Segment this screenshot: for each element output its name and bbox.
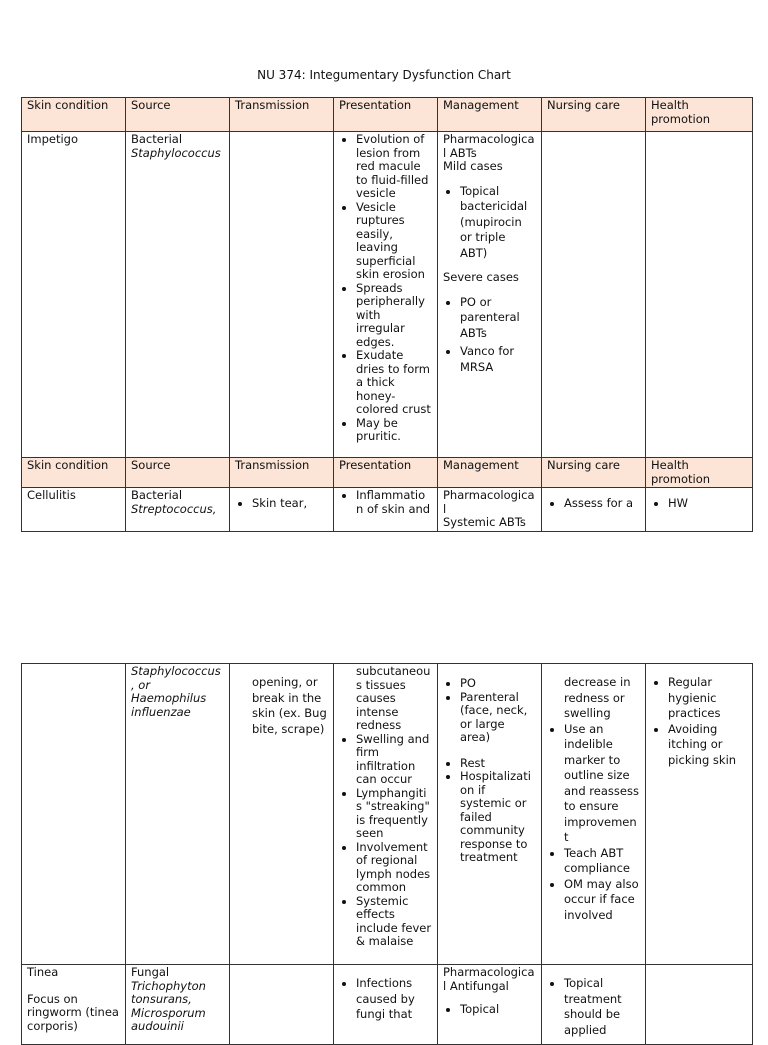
impetigo-source-type: Bacterial — [131, 132, 183, 146]
header-transmission: Transmission — [230, 458, 334, 488]
header-transmission: Transmission — [230, 98, 334, 132]
tinea-health-promotion — [646, 965, 753, 1045]
cellulitis-cont-management — [438, 664, 542, 965]
tinea-condition — [22, 965, 126, 1045]
tinea-source-organism: Trichophyton tonsurans, Microsporum audouinii — [131, 978, 206, 1033]
chart-table-page1 — [21, 97, 753, 532]
list-item: • Lymphangitis "streaking" is frequently seen — [356, 787, 432, 841]
list-item: • PO — [460, 677, 536, 691]
document-title: NU 374: Integumentary Dysfunction Chart — [257, 68, 511, 82]
list-item: • OM may also occur if face involved — [564, 877, 640, 924]
cellulitis-row — [22, 488, 753, 532]
impetigo-health-promotion — [646, 132, 753, 458]
tinea-condition-name: Tinea — [27, 965, 59, 979]
impetigo-presentation — [334, 132, 438, 458]
header-skin-condition: Skin condition — [22, 458, 126, 488]
list-item: • Spreads peripherally with irregular edges. — [356, 282, 432, 350]
tinea-mgmt-head: Pharmacological Antifungal — [443, 965, 535, 993]
list-item: • Assess for a — [564, 497, 640, 511]
cellulitis-presentation — [334, 488, 438, 532]
impetigo-source — [126, 132, 230, 458]
list-item: • Exudate dries to form a thick honey-colored crust — [356, 349, 432, 417]
list-item: • Infections caused by fungi that — [356, 976, 432, 1023]
cellulitis-cont-transmission — [230, 664, 334, 965]
cellulitis-transmission-text: opening, or break in the skin (ex. Bug bite, scrape) — [252, 675, 327, 736]
impetigo-mgmt-head: Pharmacological ABTs — [443, 132, 535, 160]
tinea-focus: Focus on ringworm (tinea corporis) — [27, 991, 119, 1033]
list-item: • Use an indelible marker to outline size and reassess to ensure improvement — [564, 722, 640, 846]
impetigo-management — [438, 132, 542, 458]
header-health-promotion: Health promotion — [646, 458, 753, 488]
header-nursing-care: Nursing care — [542, 458, 646, 488]
header-nursing-care: Nursing care — [542, 98, 646, 132]
cellulitis-continued-row — [22, 664, 753, 965]
list-item: • HW — [668, 497, 747, 511]
cellulitis-management — [438, 488, 542, 532]
header-source: Source — [126, 458, 230, 488]
cellulitis-cont-nursing-care — [542, 664, 646, 965]
list-item: • Avoiding itching or picking skin — [668, 722, 747, 769]
tinea-presentation — [334, 965, 438, 1045]
list-item: • Skin tear, — [252, 497, 328, 511]
list-item: • Inflammation of skin and — [356, 489, 432, 516]
list-item: • Parenteral (face, neck, or large area) — [460, 691, 536, 745]
impetigo-severe-label: Severe cases — [443, 270, 519, 284]
tinea-nursing-care — [542, 965, 646, 1045]
cellulitis-source — [126, 488, 230, 532]
cellulitis-mgmt-head: Pharmacological — [443, 488, 535, 516]
cellulitis-transmission — [230, 488, 334, 532]
cellulitis-cont-source-rest: , or Haemophilus influenzae — [131, 677, 207, 719]
tinea-source-type: Fungal — [131, 965, 170, 979]
list-item: • Regular hygienic practices — [668, 675, 747, 722]
cellulitis-presentation-lead: subcutaneous tissues causes intense redness — [356, 664, 431, 732]
cellulitis-cont-presentation — [334, 664, 438, 965]
tinea-source — [126, 965, 230, 1045]
cellulitis-cont-source-top: Staphylococcus — [131, 664, 221, 678]
header-presentation: Presentation — [334, 98, 438, 132]
cellulitis-cont-condition — [22, 664, 126, 965]
cellulitis-source-type: Bacterial — [131, 488, 183, 502]
impetigo-source-organism: Staphylococcus — [131, 145, 221, 160]
header-presentation: Presentation — [334, 458, 438, 488]
cellulitis-source-organism: Streptococcus, — [131, 501, 217, 516]
header-row-repeat — [22, 458, 753, 488]
tinea-transmission — [230, 965, 334, 1045]
chart-table-page2 — [21, 663, 753, 1045]
list-item: • Teach ABT compliance — [564, 846, 640, 877]
cellulitis-health-promotion — [646, 488, 753, 532]
impetigo-condition: Impetigo — [22, 132, 126, 458]
tinea-management — [438, 965, 542, 1045]
cellulitis-nursing-care — [542, 488, 646, 532]
list-item: • PO or parenteral ABTs — [460, 295, 536, 342]
cellulitis-nursing-lead: decrease in redness or swelling — [564, 675, 631, 720]
list-item: • Systemic effects include fever & malaise — [356, 895, 432, 949]
header-management: Management — [438, 98, 542, 132]
impetigo-row — [22, 132, 753, 458]
cellulitis-mgmt-sub: Systemic ABTs — [443, 515, 526, 529]
list-item: • Topical bactericidal (mupirocin or triple ABT) — [460, 184, 536, 262]
list-item: • Hospitalization if systemic or failed community response to treatment — [460, 770, 536, 865]
impetigo-mild-label: Mild cases — [443, 159, 503, 173]
header-health-promotion: Health promotion — [646, 98, 753, 132]
list-item: • Swelling and firm infiltration can occur — [356, 733, 432, 787]
list-item: • Evolution of lesion from red macule to fluid-filled vesicle — [356, 133, 432, 201]
header-management: Management — [438, 458, 542, 488]
cellulitis-condition: Cellulitis — [22, 488, 126, 532]
header-skin-condition: Skin condition — [22, 98, 126, 132]
list-item: • Vesicle ruptures easily, leaving superficial skin erosion — [356, 201, 432, 282]
list-item: • Vanco for MRSA — [460, 344, 536, 375]
list-item: • Rest — [460, 757, 536, 771]
cellulitis-cont-health-promotion — [646, 664, 753, 965]
header-source: Source — [126, 98, 230, 132]
list-item: • Topical treatment should be applied — [564, 976, 640, 1038]
header-row — [22, 98, 753, 132]
list-item: • Topical — [460, 1003, 536, 1017]
cellulitis-cont-source — [126, 664, 230, 965]
tinea-row — [22, 965, 753, 1045]
list-item: • Involvement of regional lymph nodes common — [356, 841, 432, 895]
impetigo-nursing-care — [542, 132, 646, 458]
impetigo-transmission — [230, 132, 334, 458]
list-item: • May be pruritic. — [356, 417, 432, 444]
